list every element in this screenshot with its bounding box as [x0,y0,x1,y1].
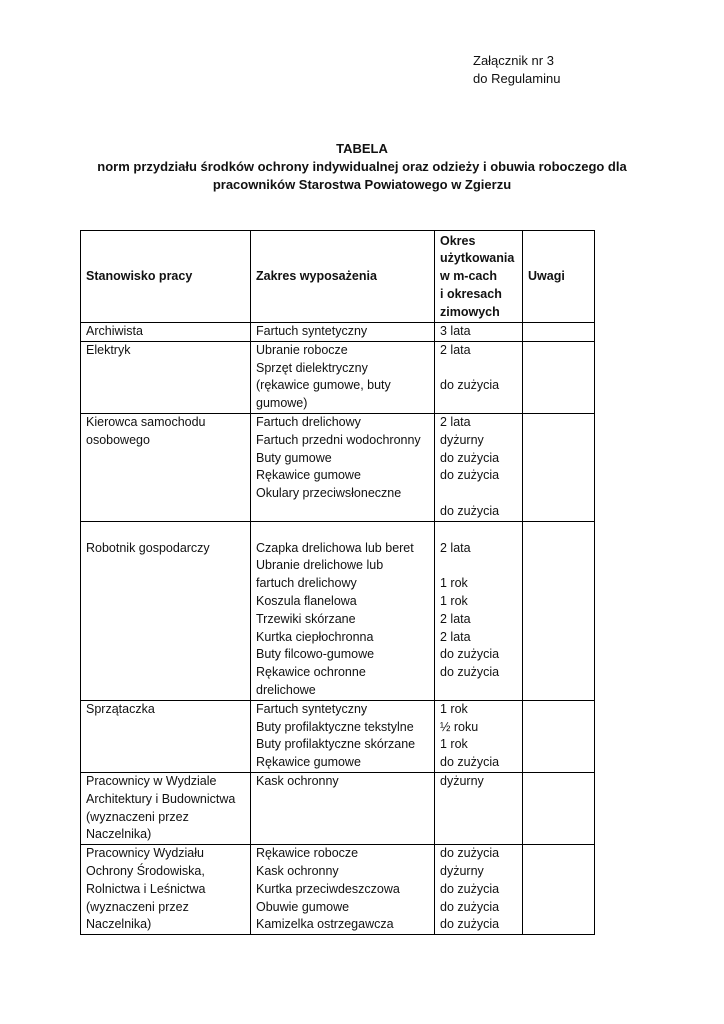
cell-position-line: Naczelnika) [86,827,152,842]
cell-period-line [440,485,518,503]
cell-equipment-line: Fartuch przedni wodochronny [256,432,421,447]
cell-equipment-line: Kask ochronny [256,863,339,878]
cell-equipment-line: Rękawice gumowe [256,755,361,770]
header-period-line: użytkowania [440,251,515,266]
cell-position [81,413,251,521]
annex-line-2: do Regulaminu [473,71,561,86]
cell-period-line: 1 rok [440,576,468,591]
cell-equipment-line: Ubranie drelichowe lub [256,558,384,573]
cell-equipment-line: Kurtka przeciwdeszczowa [256,881,400,896]
cell-position-line: Rolnictwa i Leśnictwa [86,881,206,896]
cell-equipment [251,413,435,521]
cell-notes [523,323,595,342]
cell-period-line: do zużycia [440,899,500,914]
cell-period-line: do zużycia [440,917,500,932]
header-period-line: zimowych [440,304,500,319]
table-header-row [81,231,595,323]
cell-position-line: Ochrony Środowiska, [86,863,205,878]
cell-period-line: dyżurny [440,863,484,878]
cell-period-line: ½ roku [440,719,479,734]
header-notes: Uwagi [523,231,595,323]
cell-position-line: osobowego [86,432,150,447]
cell-period-line: do zużycia [440,503,500,518]
cell-period-line: do zużycia [440,450,500,465]
cell-equipment-line: Okulary przeciwsłoneczne [256,486,402,501]
cell-equipment [251,341,435,413]
cell-position [81,772,251,844]
cell-equipment-line: Trzewiki skórzane [256,611,356,626]
cell-equipment [251,700,435,772]
table-row [81,700,595,772]
cell-period-line: dyżurny [440,432,484,447]
table-row [81,845,595,935]
cell-period-line: 1 rok [440,737,468,752]
cell-position-line: Archiwista [86,324,143,338]
cell-equipment-line: Kurtka ciepłochronna [256,629,374,644]
cell-equipment-line: Kask ochronny [256,773,339,788]
cell-period-line: do zużycia [440,846,500,861]
header-equipment: Zakres wyposażenia [251,231,435,323]
annex-note [473,52,560,88]
cell-position-line [86,522,246,540]
cell-period-line: 3 lata [440,324,471,338]
document-title [0,140,724,194]
cell-period [435,323,523,342]
allocation-table [80,230,595,935]
cell-equipment-line [256,503,430,521]
cell-equipment [251,845,435,935]
cell-position-line: Naczelnika) [86,917,152,932]
cell-equipment-line: Sprzęt dielektryczny [256,360,368,375]
title-line-3: pracowników Starostwa Powiatowego w Zgierzu [212,177,512,192]
cell-equipment-line: Fartuch drelichowy [256,414,361,429]
cell-period-line [440,395,518,413]
cell-period-line: 2 lata [440,540,471,555]
table-row [81,521,595,700]
table-body [81,323,595,935]
cell-period-line [440,557,518,575]
cell-period-line: dyżurny [440,773,484,788]
cell-equipment-line: Rękawice ochronne [256,665,366,680]
cell-equipment-line [256,522,430,540]
cell-position [81,845,251,935]
cell-position-line: Pracownicy w Wydziale [86,773,217,788]
cell-period-line: 1 rok [440,701,468,716]
cell-period-line: do zużycia [440,468,500,483]
cell-position-line: Elektryk [86,342,131,357]
cell-notes [523,521,595,700]
cell-position [81,341,251,413]
cell-equipment-line: Buty profilaktyczne tekstylne [256,719,414,734]
cell-period-line: 2 lata [440,629,471,644]
cell-equipment-line: gumowe) [256,396,308,411]
cell-equipment-line: Buty profilaktyczne skórzane [256,737,416,752]
table-row [81,341,595,413]
cell-period-line: 2 lata [440,342,471,357]
table-row [81,323,595,342]
cell-position [81,323,251,342]
header-period-line: Okres [440,233,476,248]
cell-equipment-line: Fartuch syntetyczny [256,324,368,338]
cell-position-line: Pracownicy Wydziału [86,846,204,861]
cell-period [435,700,523,772]
cell-equipment-line: Kamizelka ostrzegawcza [256,917,394,932]
table-row [81,772,595,844]
cell-equipment-line: Fartuch syntetyczny [256,701,368,716]
cell-period-line: 1 rok [440,593,468,608]
cell-period [435,413,523,521]
cell-equipment-line: Buty gumowe [256,450,332,465]
cell-position-line: (wyznaczeni przez [86,809,189,824]
cell-equipment-line: Rękawice gumowe [256,468,361,483]
title-line-2: norm przydziału środków ochrony indywidualnej oraz odzieży i obuwia roboczego dla [97,159,627,174]
header-position: Stanowisko pracy [81,231,251,323]
cell-position-line: Robotnik gospodarczy [86,540,210,555]
cell-period-line [440,360,518,378]
cell-equipment-line: Ubranie robocze [256,342,348,357]
cell-notes [523,845,595,935]
header-period-line: i okresach [440,286,502,301]
cell-period-line: do zużycia [440,755,500,770]
cell-position-line: (wyznaczeni przez [86,899,189,914]
cell-equipment-line: Rękawice robocze [256,846,359,861]
cell-period [435,521,523,700]
cell-period-line [440,522,518,540]
cell-period [435,772,523,844]
header-period [435,231,523,323]
cell-equipment-line: fartuch drelichowy [256,576,357,591]
cell-period-line: 2 lata [440,414,471,429]
title-line-1: TABELA [336,141,388,156]
annex-line-1: Załącznik nr 3 [473,53,554,68]
cell-equipment-line: Obuwie gumowe [256,899,350,914]
cell-period-line: 2 lata [440,611,471,626]
cell-notes [523,341,595,413]
cell-notes [523,413,595,521]
cell-equipment-line: (rękawice gumowe, buty [256,378,391,393]
cell-period [435,341,523,413]
cell-equipment-line: drelichowe [256,682,316,697]
cell-position-line: Architektury i Budownictwa [86,791,236,806]
cell-equipment [251,772,435,844]
cell-equipment-line: Koszula flanelowa [256,593,357,608]
cell-position-line: Kierowca samochodu [86,414,206,429]
cell-position-line: Sprzątaczka [86,701,155,716]
cell-notes [523,700,595,772]
cell-period-line: do zużycia [440,665,500,680]
cell-notes [523,772,595,844]
cell-period [435,845,523,935]
cell-equipment-line: Czapka drelichowa lub beret [256,540,414,555]
cell-position [81,700,251,772]
cell-period-line: do zużycia [440,881,500,896]
table-row [81,413,595,521]
cell-period-line: do zużycia [440,378,500,393]
cell-equipment [251,521,435,700]
cell-equipment [251,323,435,342]
header-period-line: w m-cach [440,269,497,284]
cell-position [81,521,251,700]
cell-equipment-line: Buty filcowo-gumowe [256,647,375,662]
cell-period-line: do zużycia [440,647,500,662]
cell-period-line [440,682,518,700]
